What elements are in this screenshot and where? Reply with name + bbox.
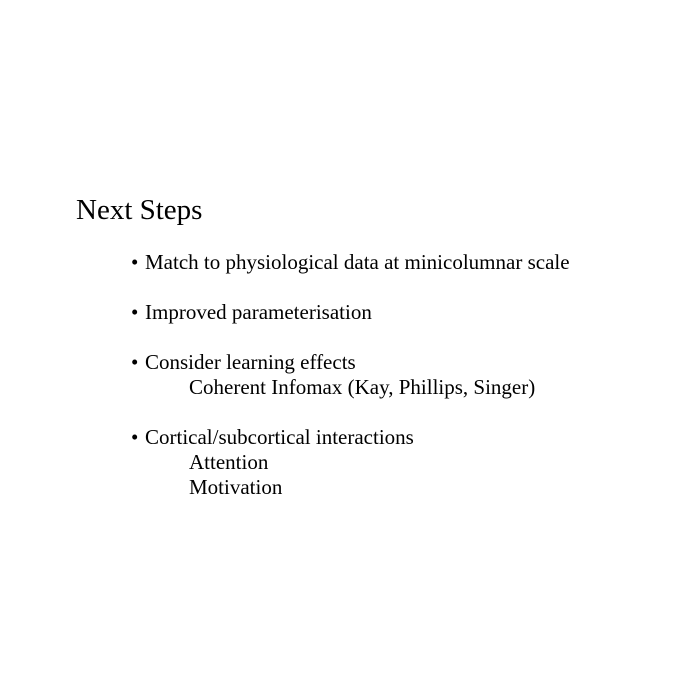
bullet-text: Consider learning effects (145, 350, 356, 374)
sub-item-motivation: Motivation (189, 475, 283, 499)
bullet-line (131, 425, 691, 450)
bullet-icon: • (131, 425, 139, 449)
bullet-icon: • (131, 250, 139, 274)
bullet-line (131, 250, 691, 275)
bullet-item-learning-effects (131, 350, 691, 400)
bullet-text: Improved parameterisation (145, 300, 372, 324)
bullet-line (131, 300, 691, 325)
bullet-list (131, 250, 691, 500)
bullet-item-cortical-interactions (131, 425, 691, 500)
bullet-icon: • (131, 350, 139, 374)
bullet-item-parameterisation (131, 300, 691, 325)
bullet-icon: • (131, 300, 139, 324)
bullet-line (131, 350, 691, 375)
bullet-text: Cortical/subcortical interactions (145, 425, 414, 449)
sub-item-attention: Attention (189, 450, 269, 474)
bullet-text: Match to physiological data at minicolumnar scale (145, 250, 570, 274)
bullet-item-physiological-data (131, 250, 691, 275)
sub-item-coherent-infomax: Coherent Infomax (Kay, Phillips, Singer) (189, 375, 536, 399)
slide-title: Next Steps (76, 194, 203, 226)
